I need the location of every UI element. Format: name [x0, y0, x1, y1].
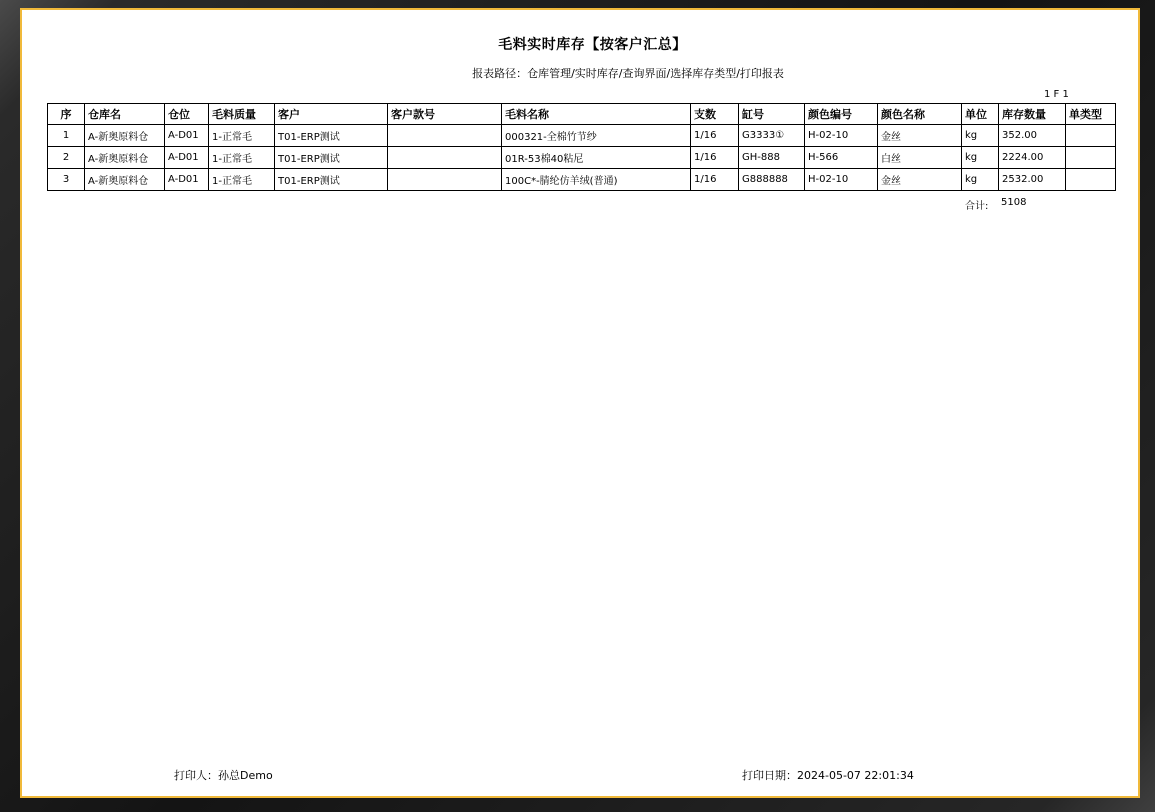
report-title: 毛料实时库存【按客户汇总】: [498, 37, 687, 53]
col-header-lot: 缸号: [739, 104, 805, 125]
cell-lot: G3333①: [739, 125, 805, 147]
col-header-seq: 序: [48, 104, 85, 125]
cell-doc-type: [1066, 147, 1116, 169]
table-row: [48, 125, 1116, 147]
col-header-location: 仓位: [165, 104, 209, 125]
cell-doc-type: [1066, 125, 1116, 147]
cell-unit: kg: [962, 125, 999, 147]
cell-count: 1/16: [691, 147, 739, 169]
page-number: 1 F 1: [1044, 89, 1069, 100]
report-path: 报表路径：仓库管理/实时库存/查询界面/选择库存类型/打印报表: [472, 67, 784, 80]
report-page: [20, 8, 1140, 798]
cell-color-code: H-02-10: [805, 125, 878, 147]
cell-color-code: H-566: [805, 147, 878, 169]
col-header-quality: 毛料质量: [209, 104, 275, 125]
cell-customer-style: [388, 169, 502, 191]
cell-customer: T01-ERP测试: [275, 147, 388, 169]
cell-color-name: 金丝: [878, 125, 962, 147]
total-label: 合计:: [965, 201, 989, 212]
print-date: 打印日期：2024-05-07 22:01:34: [742, 769, 914, 782]
col-header-stock-qty: 库存数量: [999, 104, 1066, 125]
cell-material-name: 000321-全棉竹节纱: [502, 125, 691, 147]
printer-name: 打印人：孙总Demo: [174, 769, 273, 782]
col-header-warehouse: 仓库名: [85, 104, 165, 125]
cell-stock-qty: 352.00: [999, 125, 1066, 147]
table-row: [48, 169, 1116, 191]
cell-customer-style: [388, 125, 502, 147]
cell-warehouse: A-新奥原料仓: [85, 125, 165, 147]
cell-seq: 1: [48, 125, 85, 147]
col-header-unit: 单位: [962, 104, 999, 125]
cell-doc-type: [1066, 169, 1116, 191]
cell-location: A-D01: [165, 125, 209, 147]
cell-warehouse: A-新奥原料仓: [85, 169, 165, 191]
col-header-count: 支数: [691, 104, 739, 125]
col-header-material-name: 毛料名称: [502, 104, 691, 125]
table-row: [48, 147, 1116, 169]
cell-material-name: 100C*-腈纶仿羊绒(普通): [502, 169, 691, 191]
cell-warehouse: A-新奥原料仓: [85, 147, 165, 169]
cell-color-name: 白丝: [878, 147, 962, 169]
col-header-doc-type: 单类型: [1066, 104, 1116, 125]
cell-seq: 3: [48, 169, 85, 191]
cell-color-code: H-02-10: [805, 169, 878, 191]
cell-material-name: 01R-53棉40粘尼: [502, 147, 691, 169]
cell-lot: GH-888: [739, 147, 805, 169]
cell-color-name: 金丝: [878, 169, 962, 191]
cell-lot: G888888: [739, 169, 805, 191]
cell-count: 1/16: [691, 169, 739, 191]
cell-unit: kg: [962, 147, 999, 169]
col-header-customer-style: 客户款号: [388, 104, 502, 125]
cell-seq: 2: [48, 147, 85, 169]
cell-quality: 1-正常毛: [209, 169, 275, 191]
cell-quality: 1-正常毛: [209, 147, 275, 169]
cell-stock-qty: 2224.00: [999, 147, 1066, 169]
col-header-customer: 客户: [275, 104, 388, 125]
cell-count: 1/16: [691, 125, 739, 147]
cell-customer: T01-ERP测试: [275, 125, 388, 147]
cell-location: A-D01: [165, 147, 209, 169]
cell-customer: T01-ERP测试: [275, 169, 388, 191]
cell-customer-style: [388, 147, 502, 169]
inventory-table: [47, 103, 1116, 191]
total-value: 5108: [1001, 197, 1027, 208]
col-header-color-name: 颜色名称: [878, 104, 962, 125]
cell-quality: 1-正常毛: [209, 125, 275, 147]
col-header-color-code: 颜色编号: [805, 104, 878, 125]
cell-location: A-D01: [165, 169, 209, 191]
cell-unit: kg: [962, 169, 999, 191]
cell-stock-qty: 2532.00: [999, 169, 1066, 191]
table-header-row: [48, 104, 1116, 125]
